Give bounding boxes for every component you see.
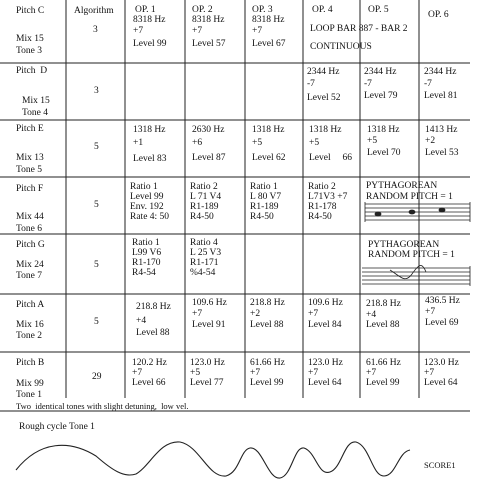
op6-header: OP. 6 bbox=[428, 10, 449, 20]
op-cell-line: +7 bbox=[252, 26, 263, 36]
op-cell-line: +5 bbox=[367, 136, 378, 146]
op-cell-line: 1318 Hz bbox=[252, 125, 285, 135]
algorithm-header: Algorithm bbox=[74, 6, 114, 16]
algorithm-value: 5 bbox=[94, 317, 99, 327]
op-cell-line: 1413 Hz bbox=[425, 125, 458, 135]
op-cell-line: Level 88 bbox=[250, 320, 284, 330]
tone-label: Tone 4 bbox=[22, 108, 48, 118]
op-cell-line: 2344 Hz bbox=[424, 67, 457, 77]
op-cell-line: +7 bbox=[250, 368, 261, 378]
op-cell-line: Ratio 1 bbox=[250, 182, 278, 192]
pitch-label: Pitch A bbox=[16, 300, 45, 310]
op-cell-line: +7 bbox=[424, 368, 435, 378]
op-cell-line: 1318 Hz bbox=[367, 125, 400, 135]
op-cell-line: +7 bbox=[308, 309, 319, 319]
mix-label: Mix 13 bbox=[16, 153, 44, 163]
op-cell-line: Level 62 bbox=[252, 153, 286, 163]
pitch-label: Pitch G bbox=[16, 240, 45, 250]
op-cell-line: Level 84 bbox=[308, 320, 342, 330]
op-cell-line: +7 bbox=[192, 309, 203, 319]
tone-label: Tone 3 bbox=[16, 46, 42, 56]
op-cell-line: Rate 4: 50 bbox=[130, 212, 170, 222]
op-cell-line: Level 83 bbox=[133, 154, 167, 164]
op-cell-line: Level 91 bbox=[192, 320, 226, 330]
op-cell-line: -7 bbox=[364, 79, 372, 89]
op-cell-line: 1318 Hz bbox=[133, 125, 166, 135]
tone-label: Tone 2 bbox=[16, 331, 42, 341]
op-cell-line: 2344 Hz bbox=[364, 67, 397, 77]
algorithm-value: 5 bbox=[94, 260, 99, 270]
op-cell-line: Ratio 1 bbox=[130, 182, 158, 192]
op-cell-line: 218.8 Hz bbox=[136, 302, 171, 312]
op-cell-line: +4 bbox=[136, 316, 147, 326]
op-cell-line: 123.0 Hz bbox=[190, 358, 225, 368]
op-cell-line: Level 53 bbox=[425, 148, 459, 158]
op-cell-line: 218.8 Hz bbox=[366, 299, 401, 309]
op-cell-line: Level 66 bbox=[309, 153, 353, 163]
op-cell-line: +4 bbox=[366, 310, 377, 320]
op3-header: OP. 3 bbox=[252, 5, 273, 15]
op-cell-line: Level 88 bbox=[366, 320, 400, 330]
op-cell-line: Level 52 bbox=[307, 93, 341, 103]
op4-header: OP. 4 bbox=[312, 5, 333, 15]
pitch-label: Pitch E bbox=[16, 124, 44, 134]
op-cell-line: 123.0 Hz bbox=[424, 358, 459, 368]
op-cell-line: R4-50 bbox=[308, 212, 332, 222]
pitch-label: Pitch B bbox=[16, 358, 45, 368]
mix-label: Mix 44 bbox=[16, 212, 44, 222]
pitch-label: Pitch D bbox=[16, 66, 48, 76]
op-cell-line: 109.6 Hz bbox=[192, 298, 227, 308]
staff-sketch-g bbox=[362, 265, 470, 286]
algorithm-value: 5 bbox=[94, 142, 99, 152]
op-cell-line: Level 70 bbox=[367, 148, 401, 158]
tone-label: Tone 7 bbox=[16, 271, 42, 281]
op-cell-line: 61.66 Hz bbox=[366, 358, 401, 368]
op-cell-line: +7 bbox=[133, 26, 144, 36]
op-cell-line: Level 57 bbox=[192, 39, 226, 49]
algorithm-value: 3 bbox=[94, 86, 99, 96]
op-cell-line: Level 77 bbox=[190, 378, 224, 388]
op-cell-line: Level 81 bbox=[424, 91, 458, 101]
op-cell-line: +5 bbox=[190, 368, 201, 378]
op-cell-line: Ratio 1 bbox=[132, 238, 160, 248]
footnote: Two identical tones with slight detuning, low vel. bbox=[16, 401, 189, 411]
op-cell-line: -7 bbox=[307, 79, 315, 89]
op-cell-line: %4-54 bbox=[190, 268, 216, 278]
op1-header: OP. 1 bbox=[135, 5, 156, 15]
op-cell-line: R1-171 bbox=[190, 258, 219, 268]
op-cell-line: +5 bbox=[309, 138, 320, 148]
op-cell-line: L 25 V3 bbox=[190, 248, 222, 258]
op-cell-line: L71V3 +7 bbox=[308, 192, 348, 202]
pitch-label: Pitch F bbox=[16, 184, 44, 194]
op-cell-line: Level 99 bbox=[366, 378, 400, 388]
op-cell-line: 2630 Hz bbox=[192, 125, 225, 135]
op-cell-line: 1318 Hz bbox=[309, 125, 342, 135]
op-cell-line: Level 99 bbox=[250, 378, 284, 388]
op-cell-line: Ratio 2 bbox=[308, 182, 336, 192]
op-cell-line: R4-50 bbox=[190, 212, 214, 222]
algorithm-value: 5 bbox=[94, 200, 99, 210]
op-cell-line: R4-54 bbox=[132, 268, 156, 278]
op-cell-line: +2 bbox=[425, 136, 436, 146]
score-label: SCORE1 bbox=[424, 460, 456, 470]
rough-cycle-waveform bbox=[16, 442, 410, 478]
loop-note: LOOP BAR 887 - BAR 2 bbox=[310, 24, 408, 34]
op5-header: OP. 5 bbox=[368, 5, 389, 15]
op-cell-line: Ratio 2 bbox=[190, 182, 218, 192]
tone-label: Tone 5 bbox=[16, 165, 42, 175]
op-cell-line: Env. 192 bbox=[130, 202, 164, 212]
op-cell-line: Level 79 bbox=[364, 91, 398, 101]
op-cell-line: 218.8 Hz bbox=[250, 298, 285, 308]
tone-label: Tone 1 bbox=[16, 390, 42, 400]
op-cell-line: Level 99 bbox=[133, 39, 167, 49]
mix-label: Mix 99 bbox=[16, 379, 44, 389]
op-cell-line: -7 bbox=[424, 79, 432, 89]
op-cell-line: Level 88 bbox=[136, 328, 170, 338]
mix-label: Mix 15 bbox=[22, 96, 50, 106]
op-cell-line: R1-170 bbox=[132, 258, 161, 268]
loop-note: CONTINUOUS bbox=[310, 42, 372, 52]
algorithm-value: 29 bbox=[92, 372, 102, 382]
note-line: RANDOM PITCH = 1 bbox=[368, 250, 455, 260]
op-cell-line: +7 bbox=[132, 368, 143, 378]
op-cell-line: 8318 Hz bbox=[252, 15, 285, 25]
op-cell-line: R1-189 bbox=[190, 202, 219, 212]
op-cell-line: Level 87 bbox=[192, 153, 226, 163]
note-line: PYTHAGOREAN bbox=[368, 240, 440, 250]
op-cell-line: Level 67 bbox=[252, 39, 286, 49]
op-cell-line: Level 69 bbox=[425, 318, 459, 328]
op-cell-line: 8318 Hz bbox=[192, 15, 225, 25]
op-cell-line: Level 64 bbox=[424, 378, 458, 388]
tone-label: Tone 6 bbox=[16, 224, 42, 234]
op-cell-line: +5 bbox=[252, 138, 263, 148]
algorithm-value: 3 bbox=[93, 25, 98, 35]
op-cell-line: L 80 V7 bbox=[250, 192, 282, 202]
staff-sketch-f bbox=[365, 202, 470, 222]
mix-label: Mix 24 bbox=[16, 260, 44, 270]
op-cell-line: R1-189 bbox=[250, 202, 279, 212]
op-cell-line: 123.0 Hz bbox=[308, 358, 343, 368]
mix-label: Mix 16 bbox=[16, 320, 44, 330]
op-cell-line: L99 V6 bbox=[132, 248, 162, 258]
op-cell-line: +7 bbox=[366, 368, 377, 378]
rough-cycle-label: Rough cycle Tone 1 bbox=[19, 422, 95, 432]
op-cell-line: +7 bbox=[425, 307, 436, 317]
op-cell-line: R4-50 bbox=[250, 212, 274, 222]
mix-label: Mix 15 bbox=[16, 34, 44, 44]
op-cell-line: 120.2 Hz bbox=[132, 358, 167, 368]
op-cell-line: 2344 Hz bbox=[307, 67, 340, 77]
note-line: RANDOM PITCH = 1 bbox=[366, 192, 453, 202]
op-cell-line: Level 66 bbox=[132, 378, 166, 388]
op-cell-line: +7 bbox=[308, 368, 319, 378]
op-cell-line: +6 bbox=[192, 138, 203, 148]
pitch-label: Pitch C bbox=[16, 6, 45, 16]
note-line: PYTHAGOREAN bbox=[366, 181, 438, 191]
op-cell-line: Level 99 bbox=[130, 192, 164, 202]
op-cell-line: Level 64 bbox=[308, 378, 342, 388]
op-cell-line: 109.6 Hz bbox=[308, 298, 343, 308]
op-cell-line: +2 bbox=[250, 309, 261, 319]
op-cell-line: L 71 V4 bbox=[190, 192, 222, 202]
op-cell-line: 436.5 Hz bbox=[425, 296, 460, 306]
op-cell-line: Ratio 4 bbox=[190, 238, 218, 248]
op2-header: OP. 2 bbox=[192, 5, 213, 15]
op-cell-line: 8318 Hz bbox=[133, 15, 166, 25]
op-cell-line: +1 bbox=[133, 138, 144, 148]
op-cell-line: +7 bbox=[192, 26, 203, 36]
op-cell-line: 61.66 Hz bbox=[250, 358, 285, 368]
op-cell-line: R1-178 bbox=[308, 202, 337, 212]
